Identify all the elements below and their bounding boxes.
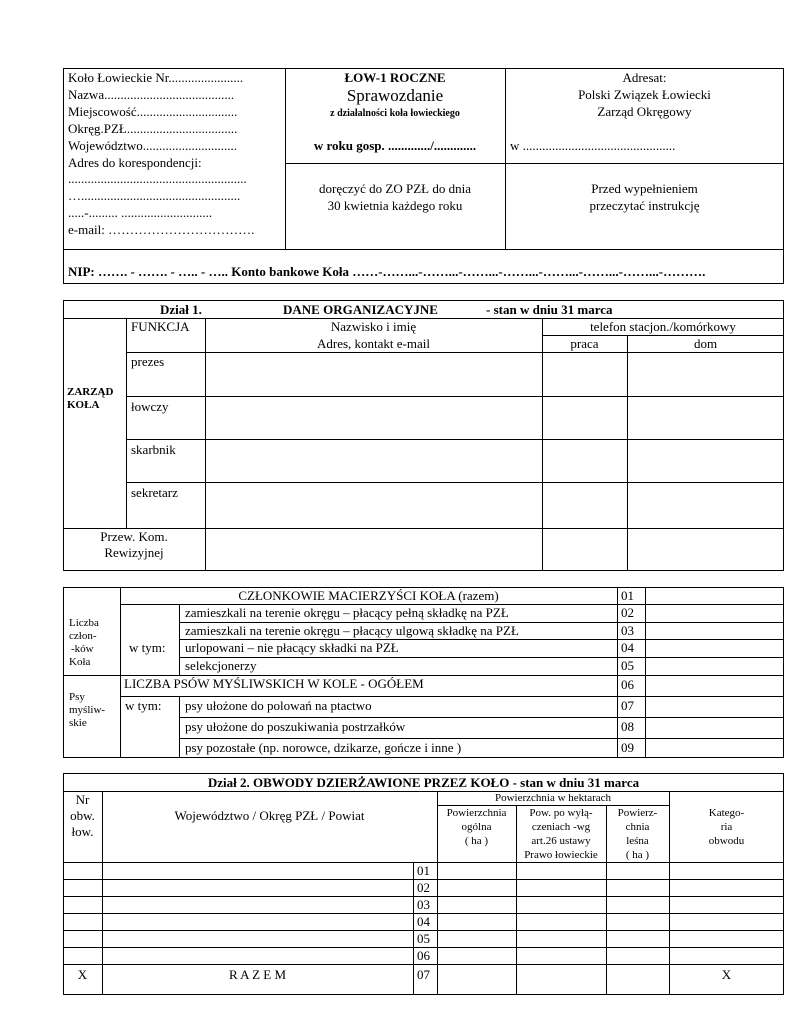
sekretarz-name-cell[interactable]: [206, 483, 541, 527]
col-region: Województwo / Okręg PZŁ / Powiat: [174, 808, 365, 823]
nazwa-field[interactable]: Nazwa........................................: [68, 87, 235, 102]
form-code: ŁOW-1 ROCZNE: [344, 70, 446, 85]
form-subtitle: z działalności koła łowieckiego: [330, 108, 460, 119]
section1-subtitle: DANE ORGANIZACYJNE: [283, 302, 438, 317]
col-excluded-3: art.26 ustawy: [531, 835, 591, 847]
row-code: 02: [621, 605, 634, 620]
divider: [179, 717, 784, 718]
col-category-2: ria: [720, 821, 733, 833]
row-code: 04: [417, 914, 430, 929]
section1-title: Dział 1.: [160, 302, 202, 317]
members-total-label: CZŁONKOWIE MACIERZYŚCI KOŁA (razem): [238, 588, 499, 603]
addressee-org: Polski Związek Łowiecki: [578, 87, 711, 102]
col-dom: dom: [693, 336, 718, 351]
col-name-1: Nazwisko i imię: [330, 319, 417, 334]
instruction-line-2: przeczytać instrukcję: [589, 198, 700, 213]
col-nr-3: łow.: [71, 824, 94, 839]
col-forest-1: Powierz-: [617, 807, 658, 819]
members-row-label: selekcjonerzy: [185, 658, 257, 673]
adres-line-3[interactable]: .....-......... ............................: [68, 205, 213, 220]
col-name-2: Adres, kontakt e-mail: [317, 336, 430, 351]
divider: [179, 738, 784, 739]
col-excluded-4: Prawo łowieckie: [524, 849, 598, 861]
members-side-2: człon-: [69, 630, 97, 642]
adres-line-2[interactable]: ….................................................: [68, 188, 241, 203]
komisja-label-1: Przew. Kom.: [100, 529, 168, 544]
adres-label: Adres do korespondencji:: [68, 155, 202, 170]
dogs-total-value[interactable]: [646, 676, 783, 695]
members-total-value[interactable]: [646, 588, 783, 603]
total-row-x-category: X: [721, 967, 732, 982]
lowczy-name-cell[interactable]: [206, 397, 541, 438]
col-category-1: Katego-: [708, 807, 745, 819]
dogs-row-label: psy pozostałe (np. norowce, dzikarze, gończe i inne ): [185, 740, 462, 755]
komisja-label-2: Rewizyjnej: [104, 545, 164, 560]
divider: [179, 657, 784, 658]
col-total-2: ogólna: [461, 821, 492, 833]
divider: [126, 318, 127, 528]
role-prezes: prezes: [131, 354, 165, 369]
zarzad-label-1: ZARZĄD: [67, 386, 114, 398]
skarbnik-name-cell[interactable]: [206, 440, 541, 481]
row-code: 07: [417, 967, 430, 982]
okreg-field[interactable]: Okręg.PZŁ..................................: [68, 121, 238, 136]
col-nr-2: obw.: [70, 808, 95, 823]
total-row-label: R A Z E M: [228, 967, 287, 982]
members-side-1: Liczba: [69, 617, 99, 629]
form-title: Sprawozdanie: [346, 86, 444, 105]
dogs-side-2: myśliw-: [69, 704, 106, 716]
members-w-tym: w tym:: [129, 640, 166, 655]
section1-stan: - stan w dniu 31 marca: [486, 302, 613, 317]
divider: [542, 318, 543, 571]
col-forest-2: chnia: [625, 821, 650, 833]
members-side-4: Koła: [69, 656, 91, 668]
divider: [617, 587, 618, 758]
col-nr-1: Nr: [75, 792, 90, 807]
kolo-nr-field[interactable]: Koło Łowieckie Nr.......................: [68, 70, 244, 85]
addressee-w-field[interactable]: w ...............................................: [510, 138, 676, 153]
col-total-1: Powierzchnia: [446, 807, 507, 819]
row-code: 02: [417, 880, 430, 895]
section2-title: Dział 2. OBWODY DZIERŻAWIONE PRZEZ KOŁO - stan w dniu 31 marca: [207, 775, 640, 790]
addressee-label: Adresat:: [622, 70, 667, 85]
col-funkcja: FUNKCJA: [131, 319, 190, 334]
divider: [413, 862, 414, 995]
row-code: 03: [417, 897, 430, 912]
role-lowczy: łowczy: [131, 399, 169, 414]
dogs-side-3: skie: [69, 717, 87, 729]
row-code: 05: [417, 931, 430, 946]
divider: [645, 587, 646, 758]
col-praca: praca: [570, 336, 599, 351]
instruction-line-1: Przed wypełnieniem: [591, 181, 698, 196]
col-excluded-2: czeniach -wg: [531, 821, 591, 833]
zarzad-label-2: KOŁA: [67, 399, 100, 411]
col-total-3: ( ha ): [464, 835, 489, 847]
row-code: 06: [417, 948, 430, 963]
wojewodztwo-field[interactable]: Województwo.............................: [68, 138, 238, 153]
row-code: 04: [621, 640, 634, 655]
divider: [627, 335, 628, 571]
members-side-3: -ków: [71, 643, 94, 655]
members-row-label: urlopowani – nie płacący składki na PZŁ: [185, 640, 399, 655]
col-area: Powierzchnia w hektarach: [494, 792, 612, 804]
adres-line-1[interactable]: .......................................................: [68, 171, 247, 186]
col-forest-3: leśna: [626, 835, 649, 847]
row-code: 09: [621, 740, 634, 755]
total-row-x: X: [77, 967, 88, 982]
row-code: 07: [621, 698, 634, 713]
divider: [120, 696, 784, 697]
addressee-unit: Zarząd Okręgowy: [597, 104, 692, 119]
prezes-name-cell[interactable]: [206, 353, 541, 395]
row-code: 05: [621, 658, 634, 673]
dogs-w-tym: w tym:: [125, 698, 162, 713]
row-code: 06: [621, 677, 634, 692]
deliver-line-2: 30 kwietnia każdego roku: [327, 198, 463, 213]
members-row-label: zamieszkali na terenie okręgu – płacący pełną składkę na PZŁ: [185, 605, 509, 620]
dogs-side-1: Psy: [69, 691, 85, 703]
divider: [63, 249, 784, 250]
divider: [63, 791, 784, 792]
divider: [63, 964, 784, 965]
divider: [285, 163, 784, 164]
col-category-3: obwodu: [708, 835, 745, 847]
dogs-total-label: LICZBA PSÓW MYŚLIWSKICH W KOLE - OGÓŁEM: [124, 676, 424, 691]
miejscowosc-field[interactable]: Miejscowość...............................: [68, 104, 238, 119]
role-skarbnik: skarbnik: [131, 442, 176, 457]
email-field[interactable]: e-mail: …………………………….: [68, 222, 255, 237]
role-sekretarz: sekretarz: [131, 485, 178, 500]
row-code: 01: [621, 588, 634, 603]
deliver-line-1: doręczyć do ZO PZŁ do dnia: [319, 181, 471, 196]
nip-account-field[interactable]: NIP: ……. - ……. - ….. - ….. Konto bankowe Koła ……-……...-……...-……...-……...-……...-……...-……...-……….: [68, 264, 706, 279]
divider: [437, 805, 669, 806]
row-code: 08: [621, 719, 634, 734]
komisja-name-cell[interactable]: [206, 529, 541, 570]
col-phone: telefon stacjon./komórkowy: [590, 319, 736, 334]
divider: [120, 587, 121, 758]
dogs-row-label: psy ułożone do polowań na ptactwo: [185, 698, 372, 713]
row-code: 01: [417, 863, 430, 878]
row-code: 03: [621, 623, 634, 638]
members-row-label: zamieszkali na terenie okręgu – płacący ulgową składkę na PZŁ: [185, 623, 519, 638]
col-excluded-1: Pow. po wyłą-: [529, 807, 593, 819]
dogs-row-label: psy ułożone do poszukiwania postrzałków: [185, 719, 406, 734]
year-field[interactable]: w roku gosp. ............./.............: [313, 138, 477, 153]
divider: [179, 696, 180, 758]
col-forest-4: ( ha ): [625, 849, 650, 861]
